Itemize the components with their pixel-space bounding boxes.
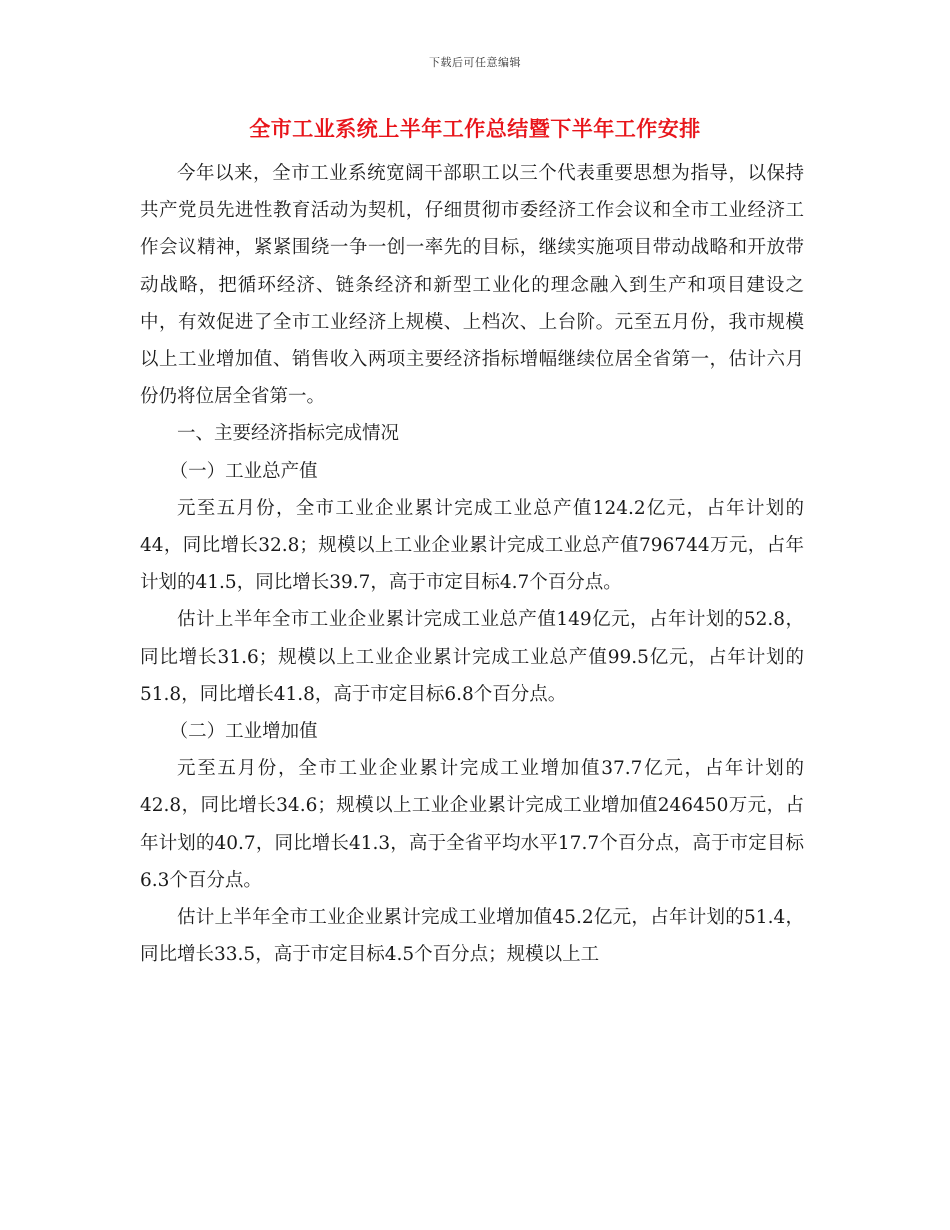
document-title: 全市工业系统上半年工作总结暨下半年工作安排 <box>249 116 701 141</box>
paragraph: 估计上半年全市工业企业累计完成工业增加值45.2亿元，占年计划的51.4，同比增长33.5，高于市定目标4.5个百分点；规模以上工 <box>140 907 804 966</box>
paragraph: 元至五月份，全市工业企业累计完成工业增加值37.7亿元，占年计划的42.8，同比增长34.6；规模以上工业企业累计完成工业增加值246450万元，占年计划的40.7，同比增长41.3，高于全省平均水平17.7个百分点，高于市定目标6.3个百分点。 <box>140 758 804 891</box>
section-heading-1: 一、主要经济指标完成情况 <box>177 423 400 445</box>
paragraph-intro: 今年以来，全市工业系统宽阔干部职工以三个代表重要思想为指导，以保持共产党员先进性教育活动为契机，仔细贯彻市委经济工作会议和全市工业经济工作会议精神，紧紧围绕一争一创一率先的目标，继续实施项目带动战略和开放带动战略，把循环经济、链条经济和新型工业化的理念融入到生产和项目建设之中，有效促进了全市工业经济上规模、上档次、上台阶。元至五月份，我市规模以上工业增加值、销售收入两项主要经济指标增幅继续位居全省第一，估计六月份仍将位居全省第一。 <box>140 163 804 408</box>
paragraph: 元至五月份，全市工业企业累计完成工业总产值124.2亿元，占年计划的44，同比增长32.8；规模以上工业企业累计完成工业总产值796744万元，占年计划的41.5，同比增长39.7，高于市定目标4.7个百分点。 <box>140 497 804 594</box>
subsection-heading-1: （一）工业总产值 <box>169 460 318 482</box>
paragraph: 估计上半年全市工业企业累计完成工业总产值149亿元，占年计划的52.8，同比增长31.6；规模以上工业企业累计完成工业总产值99.5亿元，占年计划的51.8，同比增长41.8，高于市定目标6.8个百分点。 <box>140 609 804 705</box>
document-body <box>140 155 804 973</box>
header-note: 下载后可任意编辑 <box>429 56 521 69</box>
subsection-heading-2: （二）工业增加值 <box>169 721 318 743</box>
